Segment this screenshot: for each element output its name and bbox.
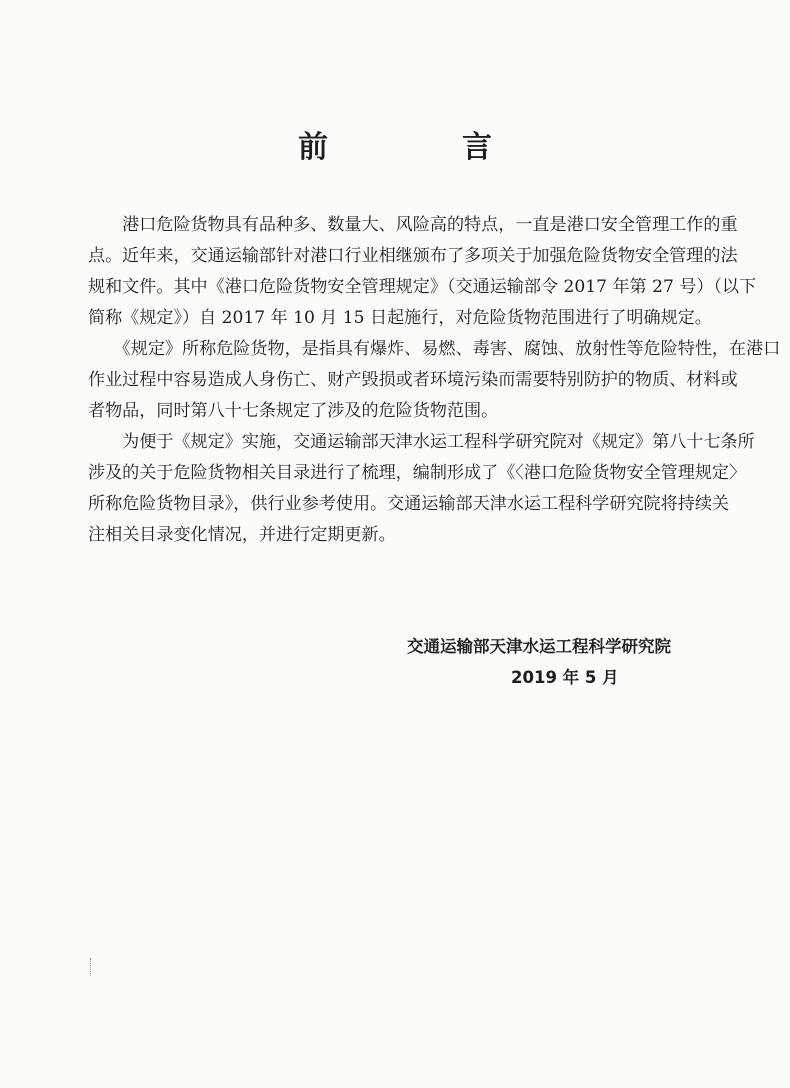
paragraph-2 bbox=[88, 334, 781, 427]
page-title: 前 言 bbox=[298, 130, 544, 165]
text-line: 规和文件。其中《港口危险货物安全管理规定》（交通运输部令 2017 年第 27 号）（以下 bbox=[88, 277, 757, 297]
text-line: 点。近年来，交通运输部针对港口行业相继颁布了多项关于加强危险货物安全管理的法 bbox=[88, 246, 738, 266]
signature-date: 2019 年 5 月 bbox=[511, 668, 619, 687]
paragraph-3 bbox=[88, 427, 755, 551]
text-line: 港口危险货物具有品种多、数量大、风险高的特点，一直是港口安全管理工作的重 bbox=[88, 215, 738, 235]
text-line: 者物品，同时第八十七条规定了涉及的危险货物范围。 bbox=[88, 401, 499, 421]
preface-body bbox=[88, 210, 781, 551]
text-line: 简称《规定》）自 2017 年 10 月 15 日起施行，对危险货物范围进行了明确规定。 bbox=[88, 308, 712, 328]
text-line: 注相关目录变化情况，并进行定期更新。 bbox=[88, 525, 396, 545]
text-line: 所称危险货物目录》，供行业参考使用。交通运输部天津水运工程科学研究院将持续关 bbox=[88, 494, 730, 514]
text-line: 涉及的关于危险货物相关目录进行了梳理，编制形成了《〈港口危险货物安全管理规定〉 bbox=[88, 463, 747, 483]
text-line: 为便于《规定》实施，交通运输部天津水运工程科学研究院对《规定》第八十七条所 bbox=[88, 432, 755, 452]
scan-artifact bbox=[90, 958, 92, 976]
signature-organization: 交通运输部天津水运工程科学研究院 bbox=[407, 637, 671, 656]
paragraph-1 bbox=[88, 210, 757, 334]
text-line: 作业过程中容易造成人身伤亡、财产毁损或者环境污染而需要特别防护的物质、材料或 bbox=[88, 370, 738, 390]
text-line: 《规定》所称危险货物，是指具有爆炸、易燃、毒害、腐蚀、放射性等危险特性，在港口 bbox=[88, 339, 781, 359]
